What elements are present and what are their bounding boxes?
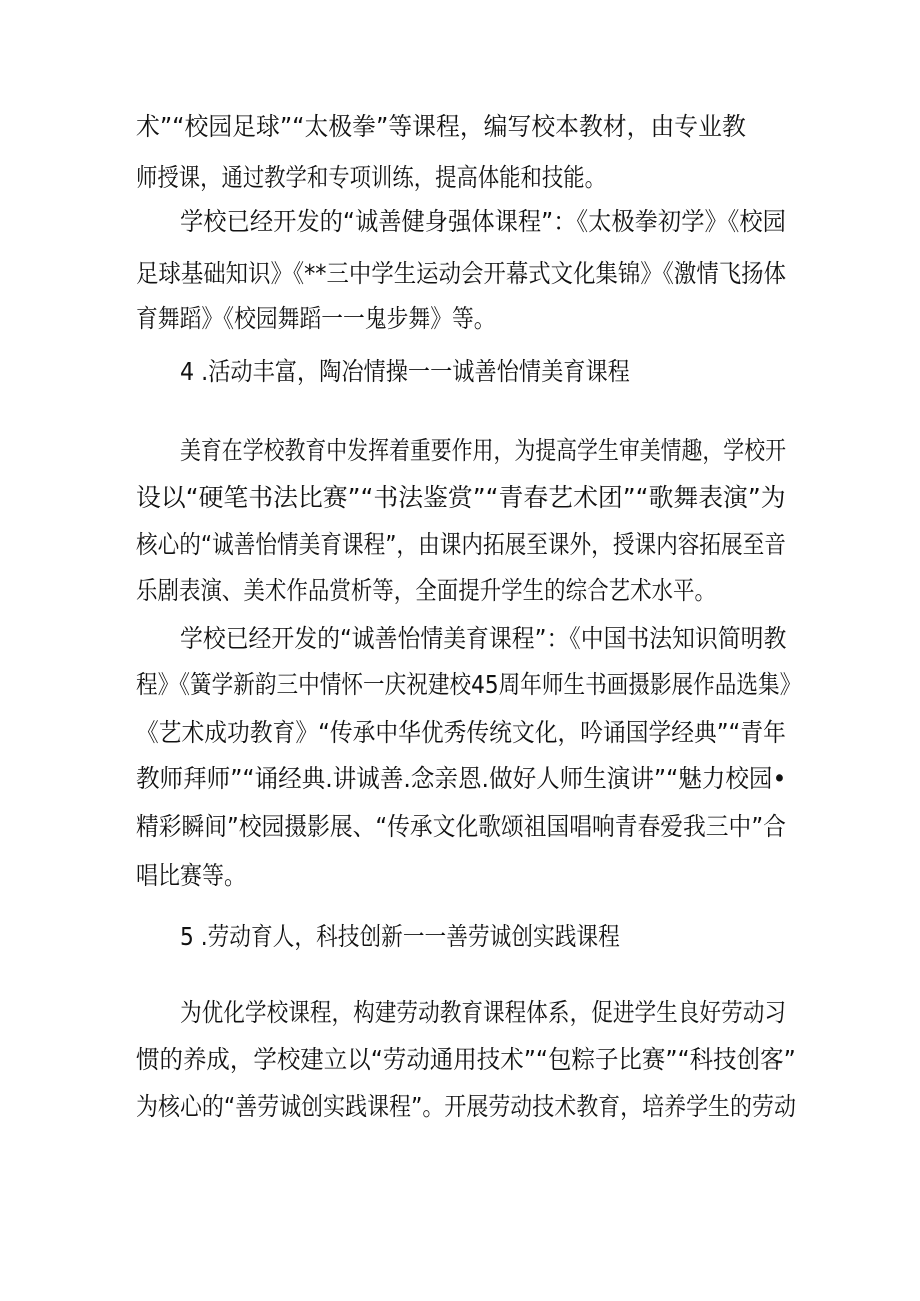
text-line: 乐剧表演、美术作品赏析等，全面提升学生的综合艺术水平。	[136, 576, 717, 605]
text-line: 程》《簧学新韵三中情怀一庆祝建校45周年师生书画摄影展作品选集》	[136, 670, 802, 699]
text-line: 唱比赛等。	[136, 861, 247, 890]
text-line: 美育在学校教育中发挥着重要作用，为提高学生审美情趣，学校开	[180, 436, 787, 465]
text-line: 师授课，通过教学和专项训练，提高体能和技能。	[136, 163, 607, 192]
section-heading: 4 .活动丰富，陶冶情操一一诚善怡情美育课程	[180, 357, 630, 386]
text-line: 术”“校园足球”“太极拳”等课程，编写校本教材，由专业教	[136, 112, 746, 141]
text-line: 教师拜师”“诵经典.讲诚善.念亲恩.做好人师生演讲”“魅力校园•	[136, 764, 787, 793]
text-line: 惯的养成，学校建立以“劳动通用技术”“包粽子比赛”“科技创客”	[136, 1045, 796, 1074]
text-line: 学校已经开发的“诚善怡情美育课程”：《中国书法知识简明教	[180, 624, 787, 653]
text-line: 为核心的“善劳诚创实践课程”。开展劳动技术教育，培养学生的劳动	[136, 1092, 796, 1121]
text-line: 《艺术成功教育》“传承中华优秀传统文化，吟诵国学经典”“青年	[136, 718, 786, 747]
text-line: 为优化学校课程，构建劳动教育课程体系，促进学生良好劳动习	[180, 998, 787, 1027]
text-line: 育舞蹈》《校园舞蹈一一鬼步舞》等。	[136, 304, 496, 333]
text-line: 学校已经开发的“诚善健身强体课程”：《太极拳初学》《校园	[180, 207, 786, 236]
text-line: 足球基础知识》《**三中学生运动会开幕式文化集锦》《激情飞扬体	[136, 259, 787, 288]
section-heading: 5 .劳动育人，科技创新一一善劳诚创实践课程	[180, 922, 620, 951]
text-line: 设以“硬笔书法比赛”“书法鉴赏”“青春艺术团”“歌舞表演”为	[136, 483, 786, 512]
text-line: 精彩瞬间”校园摄影展、“传承文化歌颂祖国唱响青春爱我三中”合	[136, 812, 786, 841]
text-line: 核心的“诚善怡情美育课程”，由课内拓展至课外，授课内容拓展至音	[136, 530, 786, 559]
